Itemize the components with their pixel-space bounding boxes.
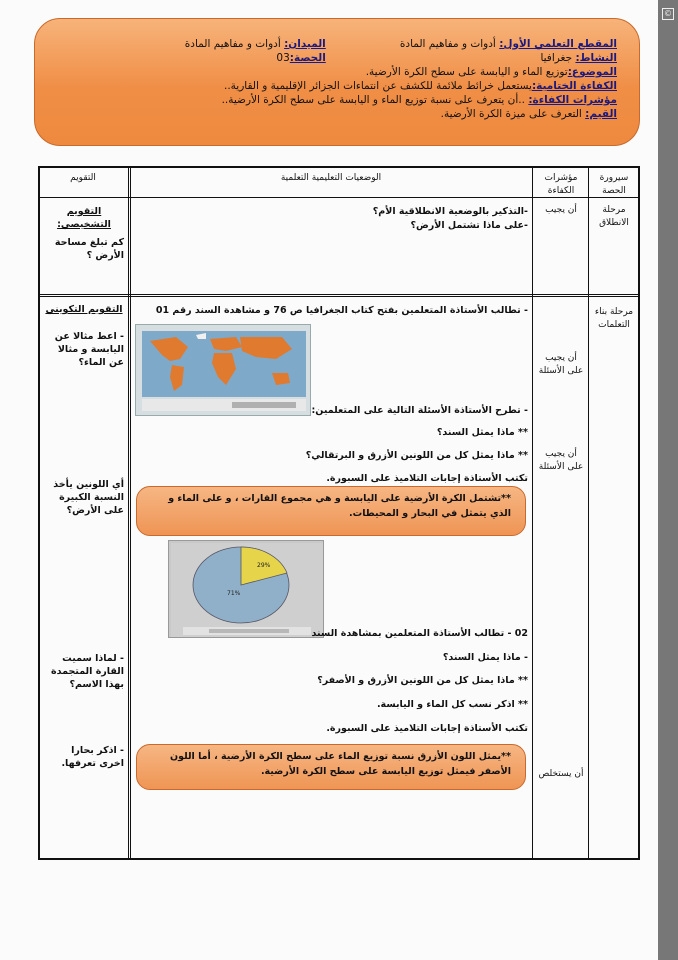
- situation-text: ** ماذا يمثل كل من اللونين الأزرق و الأصفر؟: [317, 675, 528, 686]
- pie-land-label: 29%: [257, 562, 271, 569]
- world-map-figure: [135, 324, 311, 416]
- situation-text: - ماذا يمثل السند؟: [442, 652, 528, 663]
- col-header-stage: سيرورة الحصة: [599, 173, 629, 196]
- col-header-evaluation: التقويم: [70, 173, 96, 183]
- col-header-situations: الوضعيات التعليمية التعلمية: [280, 173, 382, 183]
- field-value: أدوات و مفاهيم المادة: [184, 38, 281, 50]
- pie-water-label: 71%: [227, 590, 241, 597]
- session-value: 03: [276, 52, 290, 64]
- situation-text: - تطرح الأستاذة الأسئلة التالية على المتعلمين:: [311, 405, 528, 416]
- situation-text: - تطالب الأستاذة المتعلمين بفتح كتاب الجغرافيا ص 76 و مشاهدة السند رقم 01: [155, 305, 528, 316]
- answer-bubble: **يمثل اللون الأزرق نسبة توزيع الماء على سطح الكرة الأرضية ، أما اللون الأصفر فيمثل توزيع اليابسة على سطح الكرة الأرضية.: [136, 744, 526, 790]
- cc-icon: ©: [664, 9, 672, 18]
- formative-eval-question: - اذكر بحارا اخرى تعرفها.: [61, 745, 124, 769]
- formative-eval-question: - لماذا سميت القارة المتجمدة بهذا الاسم؟: [51, 653, 124, 690]
- formative-eval-title: التقويم التكويني: [45, 304, 123, 315]
- table-divider: [38, 294, 640, 297]
- diagnostic-eval-title: التقويم التشخيصي:: [57, 206, 111, 230]
- unit-value: أدوات و مفاهيم المادة: [399, 38, 496, 50]
- situation-text: ** ماذا يمثل السند؟: [436, 427, 528, 438]
- situation-text: -على ماذا تشتمل الأرض؟: [410, 220, 528, 231]
- indicator-answer: أن يجيب على الأسئلة: [538, 353, 584, 376]
- field-label: الميدان:: [284, 38, 326, 50]
- indicators-value: ..أن يتعرف على نسبة توزيع الماء و اليابسة على سطح الكرة الأرضية..: [221, 94, 525, 106]
- topic-value: توزيع الماء و اليابسة على سطح الكرة الأرضية.: [365, 66, 568, 78]
- indicator-answer: أن يجيب على الأسئلة: [538, 449, 584, 472]
- activity-value: جغرافيا: [540, 52, 573, 64]
- topic-label: الموضوع:: [567, 66, 617, 78]
- situation-text: ** اذكر نسب كل الماء و اليابسة.: [376, 699, 528, 710]
- activity-label: النشاط:: [575, 52, 617, 64]
- situation-text: تكتب الأستاذة إجابات التلاميذ على السبورة.: [326, 473, 528, 484]
- stage-build: مرحلة بناء التعلمات: [594, 307, 634, 330]
- diagnostic-eval-question: كم تبلغ مساحة الأرض ؟: [54, 237, 124, 261]
- indicator-conclude: أن يستخلص: [538, 769, 584, 779]
- situation-text: تكتب الأستاذة إجابات التلاميذ على السبورة.: [326, 723, 528, 734]
- values-value: التعرف على ميزة الكرة الأرضية.: [440, 108, 582, 120]
- col-header-indicators: مؤشرات الكفاءة: [544, 173, 578, 196]
- answer-bubble: **تشتمل الكرة الأرضية على اليابسة و هي مجموع القارات ، و على الماء و الذي يتمثل في البحار و المحيطات.: [136, 486, 526, 536]
- pie-chart-figure: [168, 540, 324, 638]
- situation-text: 02 - تطالب الأستاذة المتعلمين بمشاهدة السند: [311, 628, 528, 639]
- indicator-answer: أن يجيب: [545, 205, 577, 215]
- indicators-label: مؤشرات الكفاءة:: [528, 94, 617, 106]
- final-competence-value: يستعمل خرائط ملائمة للكشف عن انتماءات الجزائر الإقليمية و القارية..: [224, 80, 532, 92]
- header-banner: [34, 18, 640, 146]
- formative-eval-question: - اعط مثالا عن اليابسة و مثالا عن الماء؟: [54, 331, 124, 368]
- side-strip: [658, 0, 678, 960]
- stage-launch: مرحلة الانطلاق: [599, 205, 629, 228]
- final-competence-label: الكفاءة الختامية:: [531, 80, 617, 92]
- table-divider: [588, 166, 589, 860]
- situation-text: ** ماذا يمثل كل من اللونين الأزرق و البرتقالي؟: [305, 450, 528, 461]
- unit-label: المقطع التعلمي الأول:: [499, 38, 617, 50]
- session-label: الحصة:: [289, 52, 326, 64]
- table-divider: [532, 166, 533, 860]
- formative-eval-question: أي اللونين يأخذ النسبة الكبيرة على الأرض؟: [53, 479, 124, 516]
- table-divider: [128, 166, 131, 860]
- situation-text: -التذكير بالوضعية الانطلاقية الأم؟: [372, 206, 528, 217]
- values-label: القيم:: [585, 108, 617, 120]
